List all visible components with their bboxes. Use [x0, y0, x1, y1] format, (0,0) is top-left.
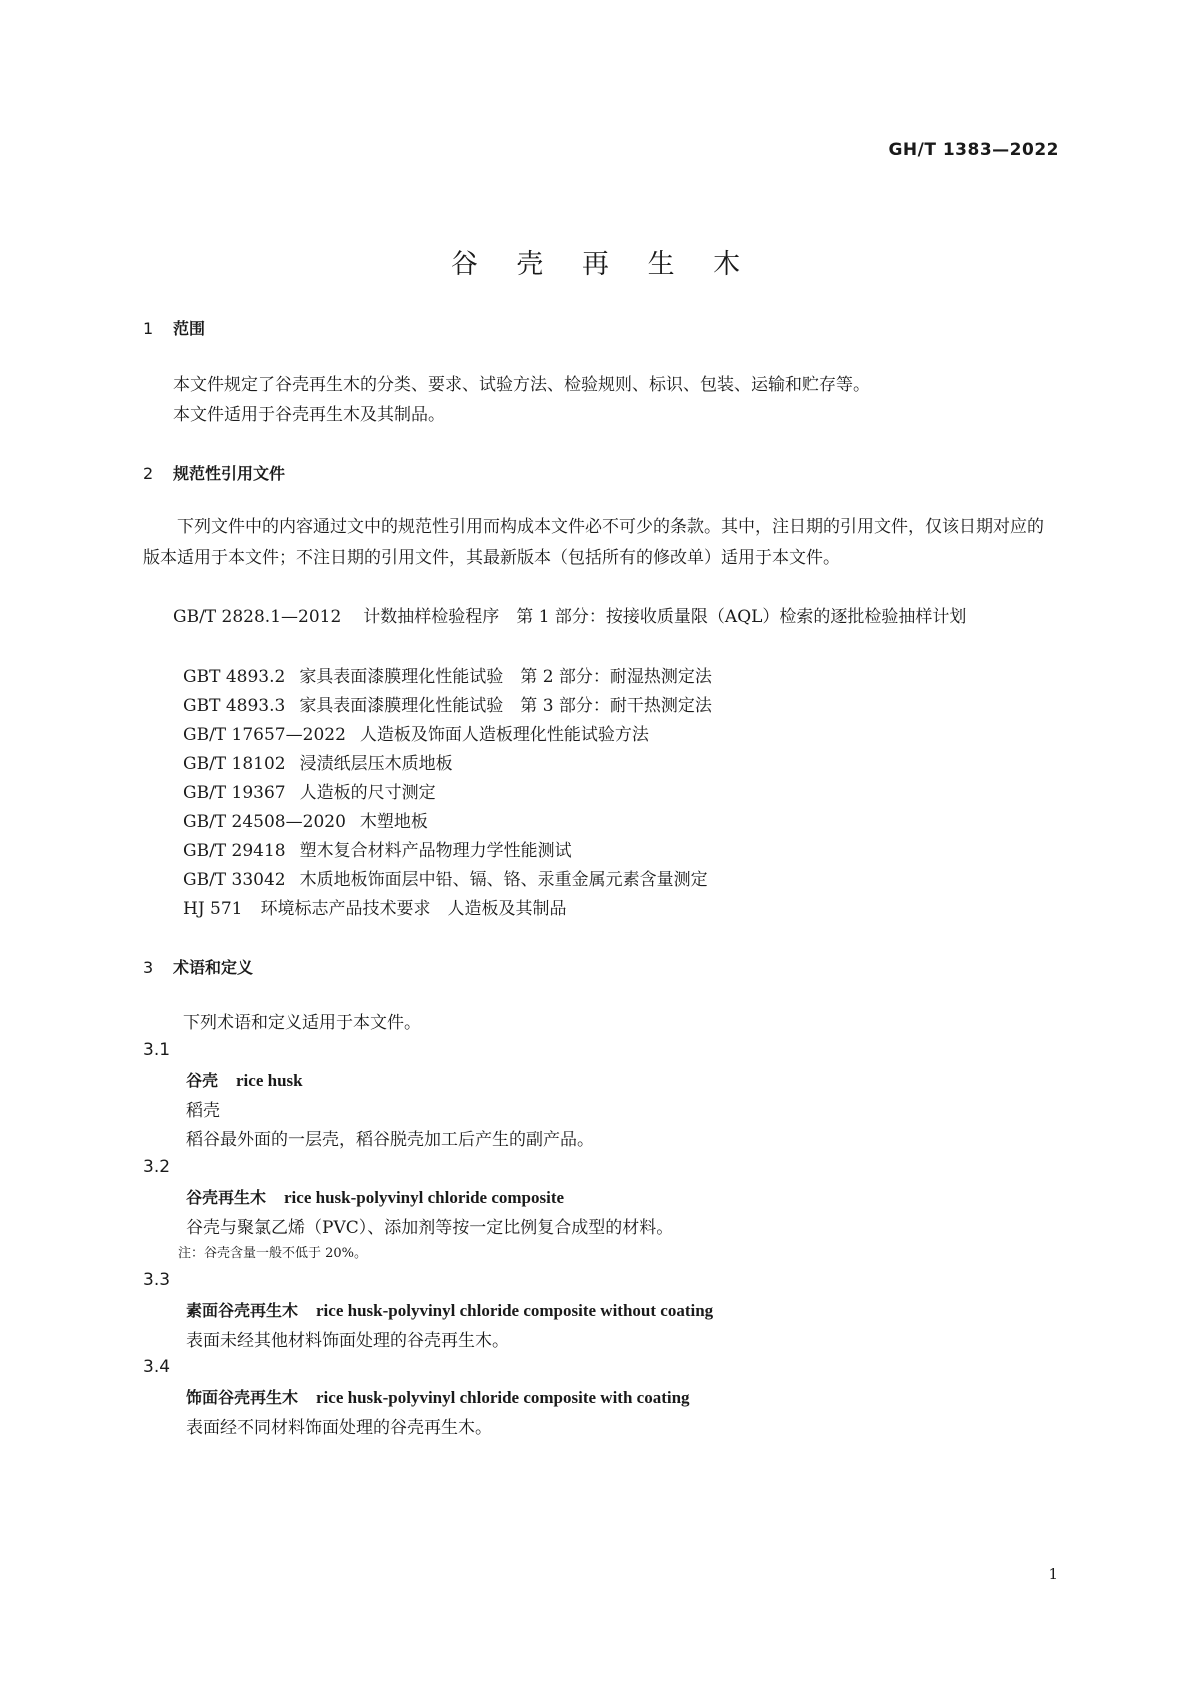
term-heading	[186, 1068, 303, 1091]
term-note: 注：谷壳含量一般不低于 20%。	[178, 1246, 368, 1261]
reference-item	[183, 778, 436, 809]
page-number: 1	[1048, 1565, 1058, 1583]
term-heading	[186, 1185, 564, 1208]
section-1-heading	[143, 316, 205, 339]
reference-title: 塑木复合材料产品物理力学性能测试	[299, 841, 572, 861]
term-number: 3.4	[143, 1357, 171, 1377]
reference-title: 木质地板饰面层中铅、镉、铬、汞重金属元素含量测定	[299, 870, 708, 890]
reference-code: GB/T 18102	[183, 754, 286, 774]
reference-code: GB/T 17657—2022	[183, 725, 346, 745]
reference-item	[183, 836, 572, 867]
reference-title: 计数抽样检验程序 第 1 部分：按接收质量限（AQL）检索的逐批检验抽样计划	[363, 607, 967, 627]
section-number: 3	[143, 958, 154, 977]
terms-intro: 下列术语和定义适用于本文件。	[183, 1013, 421, 1033]
term-en: rice husk	[236, 1071, 303, 1090]
section-3-heading	[143, 955, 253, 978]
reference-item	[183, 691, 712, 722]
term-zh: 谷壳再生木	[186, 1188, 267, 1207]
term-number: 3.1	[143, 1040, 171, 1060]
reference-code: GB/T 2828.1—2012	[173, 607, 342, 627]
reference-title: 人造板及饰面人造板理化性能试验方法	[359, 725, 649, 745]
term-heading	[186, 1385, 690, 1408]
reference-item	[143, 602, 1059, 633]
term-number: 3.2	[143, 1157, 171, 1177]
term-en: rice husk-polyvinyl chloride composite with coating	[316, 1388, 690, 1407]
reference-item	[183, 749, 453, 780]
reference-item	[183, 720, 649, 751]
document-title: 谷 壳 再 生 木	[450, 249, 756, 280]
section-title: 规范性引用文件	[173, 464, 286, 483]
section-2-heading	[143, 461, 285, 484]
term-heading	[186, 1298, 713, 1321]
reference-title: 浸渍纸层压木质地板	[299, 754, 453, 774]
section-title: 术语和定义	[173, 958, 254, 977]
standard-code: GH/T 1383—2022	[888, 140, 1059, 160]
reference-code: GBT 4893.3	[183, 696, 286, 716]
term-zh: 谷壳	[186, 1071, 219, 1090]
reference-title: 人造板的尺寸测定	[299, 783, 436, 803]
reference-item	[183, 807, 428, 838]
reference-code: GB/T 24508—2020	[183, 812, 346, 832]
reference-code: GB/T 33042	[183, 870, 286, 890]
term-definition: 稻谷最外面的一层壳，稻谷脱壳加工后产生的副产品。	[186, 1130, 594, 1150]
reference-code: GB/T 29418	[183, 841, 286, 861]
reference-title: 家具表面漆膜理化性能试验 第 2 部分：耐湿热测定法	[299, 667, 712, 687]
term-zh: 素面谷壳再生木	[186, 1301, 299, 1320]
reference-code: GBT 4893.2	[183, 667, 286, 687]
term-definition: 表面未经其他材料饰面处理的谷壳再生木。	[186, 1331, 509, 1351]
section-title: 范围	[173, 319, 206, 338]
paragraph: 本文件适用于谷壳再生木及其制品。	[173, 405, 445, 425]
reference-item	[183, 865, 708, 896]
term-en: rice husk-polyvinyl chloride composite without coating	[316, 1301, 714, 1320]
term-number: 3.3	[143, 1270, 171, 1290]
reference-title: 环境标志产品技术要求 人造板及其制品	[260, 899, 567, 919]
reference-code: HJ 571	[183, 899, 243, 919]
term-zh: 饰面谷壳再生木	[186, 1388, 299, 1407]
references-intro: 下列文件中的内容通过文中的规范性引用而构成本文件必不可少的条款。其中，注日期的引用文件，仅该日期对应的版本适用于本文件；不注日期的引用文件，其最新版本（包括所有的修改单）适用于本文件。	[143, 517, 1044, 568]
term-definition: 表面经不同材料饰面处理的谷壳再生木。	[186, 1418, 492, 1438]
paragraph: 本文件规定了谷壳再生木的分类、要求、试验方法、检验规则、标识、包装、运输和贮存等。	[173, 375, 870, 395]
term-definition: 谷壳与聚氯乙烯（PVC）、添加剂等按一定比例复合成型的材料。	[186, 1218, 674, 1238]
reference-title: 家具表面漆膜理化性能试验 第 3 部分：耐干热测定法	[299, 696, 712, 716]
section-number: 1	[143, 319, 154, 338]
reference-code: GB/T 19367	[183, 783, 286, 803]
section-number: 2	[143, 464, 154, 483]
reference-item	[183, 894, 567, 925]
term-en: rice husk-polyvinyl chloride composite	[284, 1188, 565, 1207]
reference-item	[183, 662, 712, 693]
reference-title: 木塑地板	[359, 812, 428, 832]
term-synonym: 稻壳	[186, 1101, 220, 1121]
